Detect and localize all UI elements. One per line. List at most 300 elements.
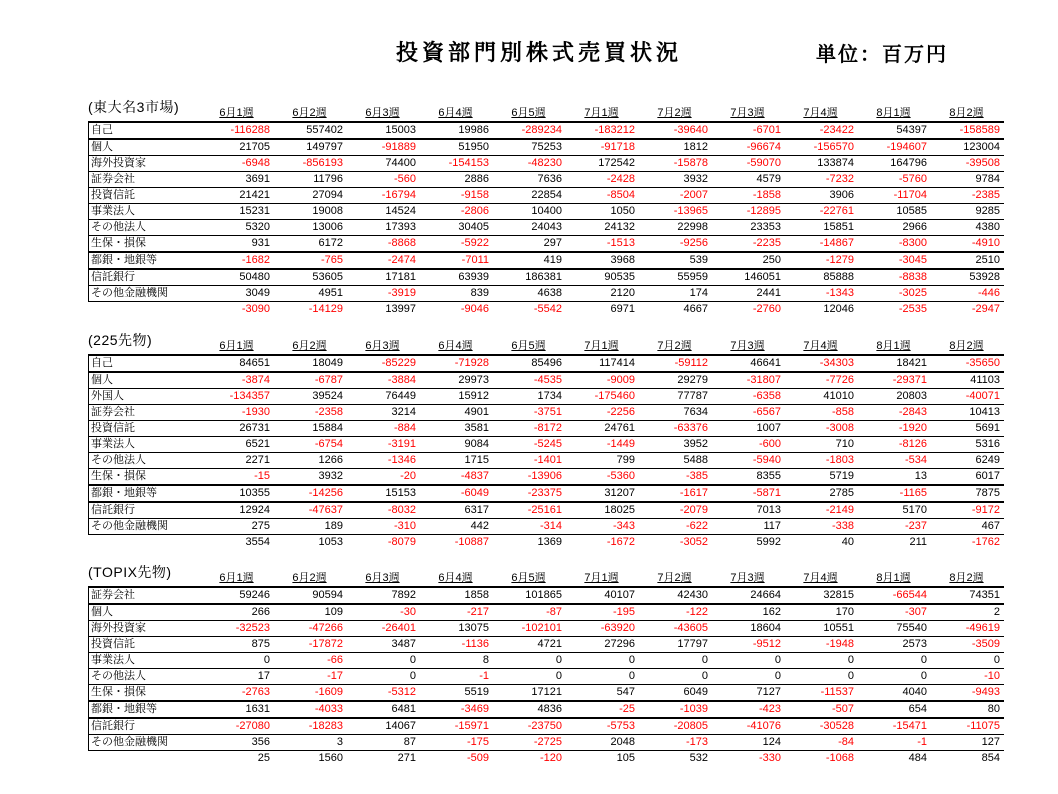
value-cell: 12924 [239, 504, 270, 516]
value-cell: -4535 [533, 374, 562, 386]
table-row [88, 220, 1004, 236]
value-cell: 0 [774, 654, 781, 666]
table-row [88, 669, 1004, 685]
value-cell: -195 [612, 606, 635, 618]
row-label: 証券会社 [91, 589, 135, 601]
value-cell: -14129 [308, 303, 343, 315]
value-cell: -2358 [314, 406, 343, 418]
value-cell: 710 [835, 438, 854, 450]
value-cell: -59112 [674, 357, 708, 369]
table-row [88, 685, 1004, 702]
value-cell: -2385 [971, 189, 1000, 201]
value-cell: -8032 [387, 504, 416, 516]
value-cell: 41010 [823, 390, 854, 402]
value-cell: 101865 [525, 589, 562, 601]
value-cell: -8300 [898, 237, 927, 249]
value-cell: -1930 [241, 406, 270, 418]
value-cell: -34303 [819, 357, 854, 369]
value-cell: -25161 [527, 504, 562, 516]
value-cell: 9285 [975, 205, 1000, 217]
value-cell: 0 [847, 670, 854, 682]
value-cell: -10887 [454, 536, 489, 548]
value-cell: -14256 [308, 487, 343, 499]
value-cell: 5719 [829, 470, 854, 482]
week-header: 7月3週 [730, 340, 765, 352]
week-header: 6月1週 [219, 340, 254, 352]
value-cell: -25 [619, 703, 635, 715]
value-cell: -3919 [387, 287, 416, 299]
value-cell: 1812 [683, 141, 708, 153]
value-cell: -3052 [679, 536, 708, 548]
value-cell: -63920 [600, 622, 635, 634]
value-cell: -509 [466, 752, 489, 764]
value-cell: 27296 [604, 638, 635, 650]
value-cell: 17797 [677, 638, 708, 650]
value-cell: 63939 [458, 271, 489, 283]
row-label-empty [88, 535, 200, 551]
row-label: 信託銀行 [91, 720, 135, 732]
week-header: 6月2週 [292, 340, 327, 352]
row-label: 都銀・地銀等 [91, 703, 157, 715]
value-cell: 3691 [245, 173, 270, 185]
value-cell: -173 [685, 736, 708, 748]
value-cell: 54397 [896, 124, 927, 136]
value-cell: 133874 [817, 157, 854, 169]
value-cell: 53928 [969, 271, 1000, 283]
value-cell: -1803 [825, 454, 854, 466]
week-header: 6月4週 [438, 572, 473, 584]
value-cell: -237 [904, 520, 927, 532]
value-cell: -30528 [819, 720, 854, 732]
value-cell: -4837 [460, 470, 489, 482]
value-cell: 105 [616, 752, 635, 764]
value-cell: 0 [555, 654, 562, 666]
row-label: 海外投資家 [91, 622, 146, 634]
week-header: 8月1週 [876, 340, 911, 352]
week-header: 6月1週 [219, 572, 254, 584]
value-cell: -5940 [752, 454, 781, 466]
value-cell: 2510 [975, 254, 1000, 266]
value-cell: -2843 [898, 406, 927, 418]
value-cell: -134357 [229, 390, 270, 402]
value-cell: 13 [914, 470, 927, 482]
value-cell: 467 [981, 520, 1000, 532]
value-cell: -49619 [965, 622, 1000, 634]
value-cell: -7726 [825, 374, 854, 386]
value-cell: -15971 [454, 720, 489, 732]
table-total-row [88, 751, 1004, 767]
row-label: 都銀・地銀等 [91, 487, 157, 499]
value-cell: -3090 [241, 303, 270, 315]
week-header: 7月2週 [657, 572, 692, 584]
table-row [88, 123, 1004, 140]
value-cell: 3 [336, 736, 343, 748]
value-cell: -2535 [898, 303, 927, 315]
week-header: 7月1週 [584, 340, 619, 352]
value-cell: 7892 [391, 589, 416, 601]
value-cell: 799 [616, 454, 635, 466]
section-title: (TOPIX先物) [88, 564, 172, 580]
value-cell: -17 [327, 670, 343, 682]
value-cell: 22998 [677, 221, 708, 233]
value-cell: 5488 [683, 454, 708, 466]
value-cell: -91889 [381, 141, 416, 153]
value-cell: 18604 [750, 622, 781, 634]
week-header: 8月1週 [876, 107, 911, 119]
value-cell: 29279 [677, 374, 708, 386]
value-cell: 172542 [598, 157, 635, 169]
table-row [88, 389, 1004, 405]
value-cell: 2120 [610, 287, 635, 299]
value-cell: -1 [917, 736, 927, 748]
value-cell: -5360 [606, 470, 635, 482]
week-header: 7月2週 [657, 340, 692, 352]
value-cell: 5170 [902, 504, 927, 516]
value-cell: -338 [831, 520, 854, 532]
value-cell: 77787 [677, 390, 708, 402]
value-cell: -71928 [454, 357, 489, 369]
value-cell: 2966 [902, 221, 927, 233]
value-cell: -183212 [594, 124, 635, 136]
row-label: 証券会社 [91, 406, 135, 418]
value-cell: 931 [251, 237, 270, 249]
value-cell: 7875 [975, 487, 1000, 499]
value-cell: 40 [841, 536, 854, 548]
value-cell: 7013 [756, 504, 781, 516]
value-cell: 3952 [683, 438, 708, 450]
value-cell: -9256 [679, 237, 708, 249]
value-cell: 2271 [245, 454, 270, 466]
value-cell: -1136 [461, 638, 489, 650]
table-row [88, 188, 1004, 204]
value-cell: -39640 [673, 124, 708, 136]
value-cell: -307 [904, 606, 927, 618]
value-cell: -5760 [898, 173, 927, 185]
value-cell: -314 [539, 520, 562, 532]
value-cell: -23375 [527, 487, 562, 499]
table-row [88, 140, 1004, 156]
table-row [88, 453, 1004, 469]
value-cell: -446 [977, 287, 1000, 299]
value-cell: 532 [689, 752, 708, 764]
table-row [88, 156, 1004, 172]
value-cell: 15912 [458, 390, 489, 402]
value-cell: 7634 [683, 406, 708, 418]
value-cell: 24664 [750, 589, 781, 601]
value-cell: 75540 [896, 622, 927, 634]
value-cell: -1039 [679, 703, 708, 715]
value-cell: -84 [838, 736, 854, 748]
value-cell: -2235 [752, 237, 781, 249]
value-cell: -116288 [230, 124, 270, 136]
value-cell: -330 [758, 752, 781, 764]
value-cell: -14867 [819, 237, 854, 249]
value-cell: 4836 [537, 703, 562, 715]
value-cell: 2573 [902, 638, 927, 650]
value-cell: 87 [403, 736, 416, 748]
value-cell: 3487 [391, 638, 416, 650]
value-cell: 6317 [464, 504, 489, 516]
value-cell: 164796 [890, 157, 927, 169]
value-cell: 1050 [610, 205, 635, 217]
value-cell: 11796 [313, 173, 343, 185]
week-header: 6月3週 [365, 107, 400, 119]
table-row [88, 253, 1004, 270]
value-cell: 42430 [677, 589, 708, 601]
value-cell: 170 [835, 606, 854, 618]
value-cell: 0 [920, 670, 927, 682]
value-cell: 17 [257, 670, 270, 682]
value-cell: 76449 [385, 390, 416, 402]
value-cell: 9084 [464, 438, 489, 450]
row-label: その他法人 [91, 221, 146, 233]
value-cell: 26731 [239, 422, 270, 434]
value-cell: 419 [543, 254, 562, 266]
value-cell: -2007 [679, 189, 708, 201]
value-cell: 80 [987, 703, 1000, 715]
week-header: 6月2週 [292, 572, 327, 584]
row-label-empty [88, 302, 200, 318]
value-cell: 1631 [245, 703, 270, 715]
week-header: 8月1週 [876, 572, 911, 584]
row-label: 生保・損保 [91, 470, 146, 482]
value-cell: 109 [324, 606, 343, 618]
value-cell: -423 [758, 703, 781, 715]
week-header: 7月3週 [730, 572, 765, 584]
value-cell: -6948 [241, 157, 270, 169]
row-label: 投資信託 [91, 638, 135, 650]
value-cell: -1920 [898, 422, 927, 434]
table-row [88, 236, 1004, 253]
value-cell: 0 [409, 654, 416, 666]
value-cell: 0 [628, 654, 635, 666]
value-cell: -26401 [381, 622, 416, 634]
row-label: 投資信託 [91, 422, 135, 434]
table-total-row [88, 302, 1004, 318]
row-label: 自己 [91, 357, 113, 369]
value-cell: 2 [993, 606, 1000, 618]
value-cell: -23750 [527, 720, 562, 732]
value-cell: 6017 [975, 470, 1000, 482]
value-cell: 0 [628, 670, 635, 682]
value-cell: 20803 [896, 390, 927, 402]
value-cell: -1165 [899, 487, 927, 499]
value-cell: 46641 [750, 357, 781, 369]
value-cell: -858 [831, 406, 854, 418]
value-cell: 15003 [385, 124, 416, 136]
value-cell: 51950 [458, 141, 489, 153]
value-cell: -6358 [752, 390, 781, 402]
value-cell: -156570 [813, 141, 854, 153]
value-cell: 211 [909, 536, 927, 548]
table-tokyo-osaka-nagoya-3-markets [88, 101, 1004, 318]
value-cell: 21705 [239, 141, 270, 153]
table-row [88, 637, 1004, 653]
value-cell: -16794 [381, 189, 416, 201]
value-cell: -122 [685, 606, 708, 618]
value-cell: 50480 [239, 271, 270, 283]
value-cell: 6481 [391, 703, 416, 715]
row-label: 外国人 [91, 390, 124, 402]
value-cell: -560 [393, 173, 416, 185]
row-label: 個人 [91, 141, 113, 153]
value-cell: -2256 [606, 406, 635, 418]
section-title: (225先物) [88, 332, 153, 348]
value-cell: 13075 [458, 622, 489, 634]
row-label: 生保・損保 [91, 237, 146, 249]
value-cell: -1609 [314, 686, 343, 698]
value-cell: 18025 [604, 504, 635, 516]
value-cell: 1053 [318, 536, 343, 548]
value-cell: 123004 [963, 141, 1000, 153]
table-row [88, 588, 1004, 605]
value-cell: 18049 [312, 357, 343, 369]
table-header-row [88, 101, 1004, 123]
table-row [88, 621, 1004, 637]
table-row [88, 270, 1004, 286]
value-cell: 90535 [604, 271, 635, 283]
value-cell: -856193 [302, 157, 343, 169]
value-cell: 2886 [464, 173, 489, 185]
row-label: 事業法人 [91, 438, 135, 450]
value-cell: 266 [251, 606, 270, 618]
value-cell: 8 [482, 654, 489, 666]
row-label: 事業法人 [91, 205, 135, 217]
value-cell: 12046 [823, 303, 854, 315]
unit-label: 単位：百万円 [816, 44, 948, 66]
value-cell: -1672 [606, 536, 635, 548]
value-cell: 1858 [464, 589, 489, 601]
value-cell: 10355 [239, 487, 270, 499]
row-label: 個人 [91, 374, 113, 386]
value-cell: -622 [685, 520, 708, 532]
value-cell: 55959 [677, 271, 708, 283]
value-cell: -1279 [825, 254, 854, 266]
value-cell: -59070 [746, 157, 781, 169]
value-cell: 30405 [458, 221, 489, 233]
value-cell: -217 [466, 606, 489, 618]
week-header: 6月5週 [511, 340, 546, 352]
table-row [88, 204, 1004, 220]
value-cell: -3874 [241, 374, 270, 386]
value-cell: 0 [847, 654, 854, 666]
value-cell: 5691 [975, 422, 1000, 434]
value-cell: 3968 [610, 254, 635, 266]
value-cell: 4638 [537, 287, 562, 299]
value-cell: -96674 [746, 141, 781, 153]
value-cell: -1617 [679, 487, 708, 499]
value-cell: 3932 [683, 173, 708, 185]
value-cell: 39524 [312, 390, 343, 402]
value-cell: 1266 [318, 454, 343, 466]
value-cell: 15851 [823, 221, 854, 233]
value-cell: 854 [981, 752, 1000, 764]
value-cell: 74400 [385, 157, 416, 169]
row-label: 信託銀行 [91, 504, 135, 516]
value-cell: 40107 [604, 589, 635, 601]
value-cell: 484 [908, 752, 927, 764]
value-cell: -91718 [600, 141, 635, 153]
value-cell: 547 [616, 686, 635, 698]
value-cell: -1858 [752, 189, 781, 201]
value-cell: -1513 [606, 237, 635, 249]
value-cell: -15878 [673, 157, 708, 169]
value-cell: 250 [762, 254, 781, 266]
value-cell: 5992 [756, 536, 781, 548]
value-cell: -18283 [308, 720, 343, 732]
value-cell: -385 [685, 470, 708, 482]
value-cell: -6049 [460, 487, 489, 499]
value-cell: -289234 [521, 124, 562, 136]
value-cell: -1449 [606, 438, 635, 450]
value-cell: 17393 [385, 221, 416, 233]
row-label: 自己 [91, 124, 113, 136]
value-cell: 13006 [312, 221, 343, 233]
value-cell: 3554 [245, 536, 270, 548]
value-cell: -10 [984, 670, 1000, 682]
row-label: その他金融機関 [91, 287, 168, 299]
value-cell: 124 [762, 736, 781, 748]
value-cell: 90594 [312, 589, 343, 601]
value-cell: 15153 [385, 487, 416, 499]
row-label: その他金融機関 [91, 520, 168, 532]
week-header: 6月4週 [438, 340, 473, 352]
value-cell: -3191 [387, 438, 416, 450]
value-cell: 15884 [312, 422, 343, 434]
table-row [88, 421, 1004, 437]
value-cell: -20805 [673, 720, 708, 732]
value-cell: -600 [758, 438, 781, 450]
value-cell: -5871 [752, 487, 781, 499]
value-cell: 6172 [318, 237, 343, 249]
value-cell: 32815 [823, 589, 854, 601]
value-cell: 4380 [975, 221, 1000, 233]
value-cell: -29371 [892, 374, 927, 386]
value-cell: 0 [993, 654, 1000, 666]
value-cell: 0 [701, 654, 708, 666]
value-cell: 5316 [975, 438, 1000, 450]
value-cell: 6049 [683, 686, 708, 698]
value-cell: -6701 [752, 124, 781, 136]
value-cell: 186381 [525, 271, 562, 283]
row-label: 証券会社 [91, 173, 135, 185]
row-label: 信託銀行 [91, 271, 135, 283]
value-cell: 14524 [385, 205, 416, 217]
value-cell: 21421 [239, 189, 270, 201]
value-cell: -85229 [381, 357, 416, 369]
value-cell: -6754 [314, 438, 343, 450]
value-cell: -2947 [971, 303, 1000, 315]
week-header: 6月2週 [292, 107, 327, 119]
row-label-empty [88, 751, 200, 767]
value-cell: 85888 [823, 271, 854, 283]
row-label: 海外投資家 [91, 157, 146, 169]
value-cell: 14067 [385, 720, 416, 732]
week-header: 8月2週 [949, 572, 984, 584]
value-cell: -175460 [594, 390, 635, 402]
value-cell: 1007 [756, 422, 781, 434]
value-cell: -43605 [673, 622, 708, 634]
value-cell: 4901 [464, 406, 489, 418]
value-cell: 24132 [604, 221, 635, 233]
value-cell: -11075 [966, 720, 1000, 732]
week-header: 6月4週 [438, 107, 473, 119]
value-cell: -2725 [533, 736, 562, 748]
week-header: 7月1週 [584, 572, 619, 584]
value-cell: -1401 [533, 454, 562, 466]
value-cell: -2474 [387, 254, 416, 266]
value-cell: -8868 [387, 237, 416, 249]
